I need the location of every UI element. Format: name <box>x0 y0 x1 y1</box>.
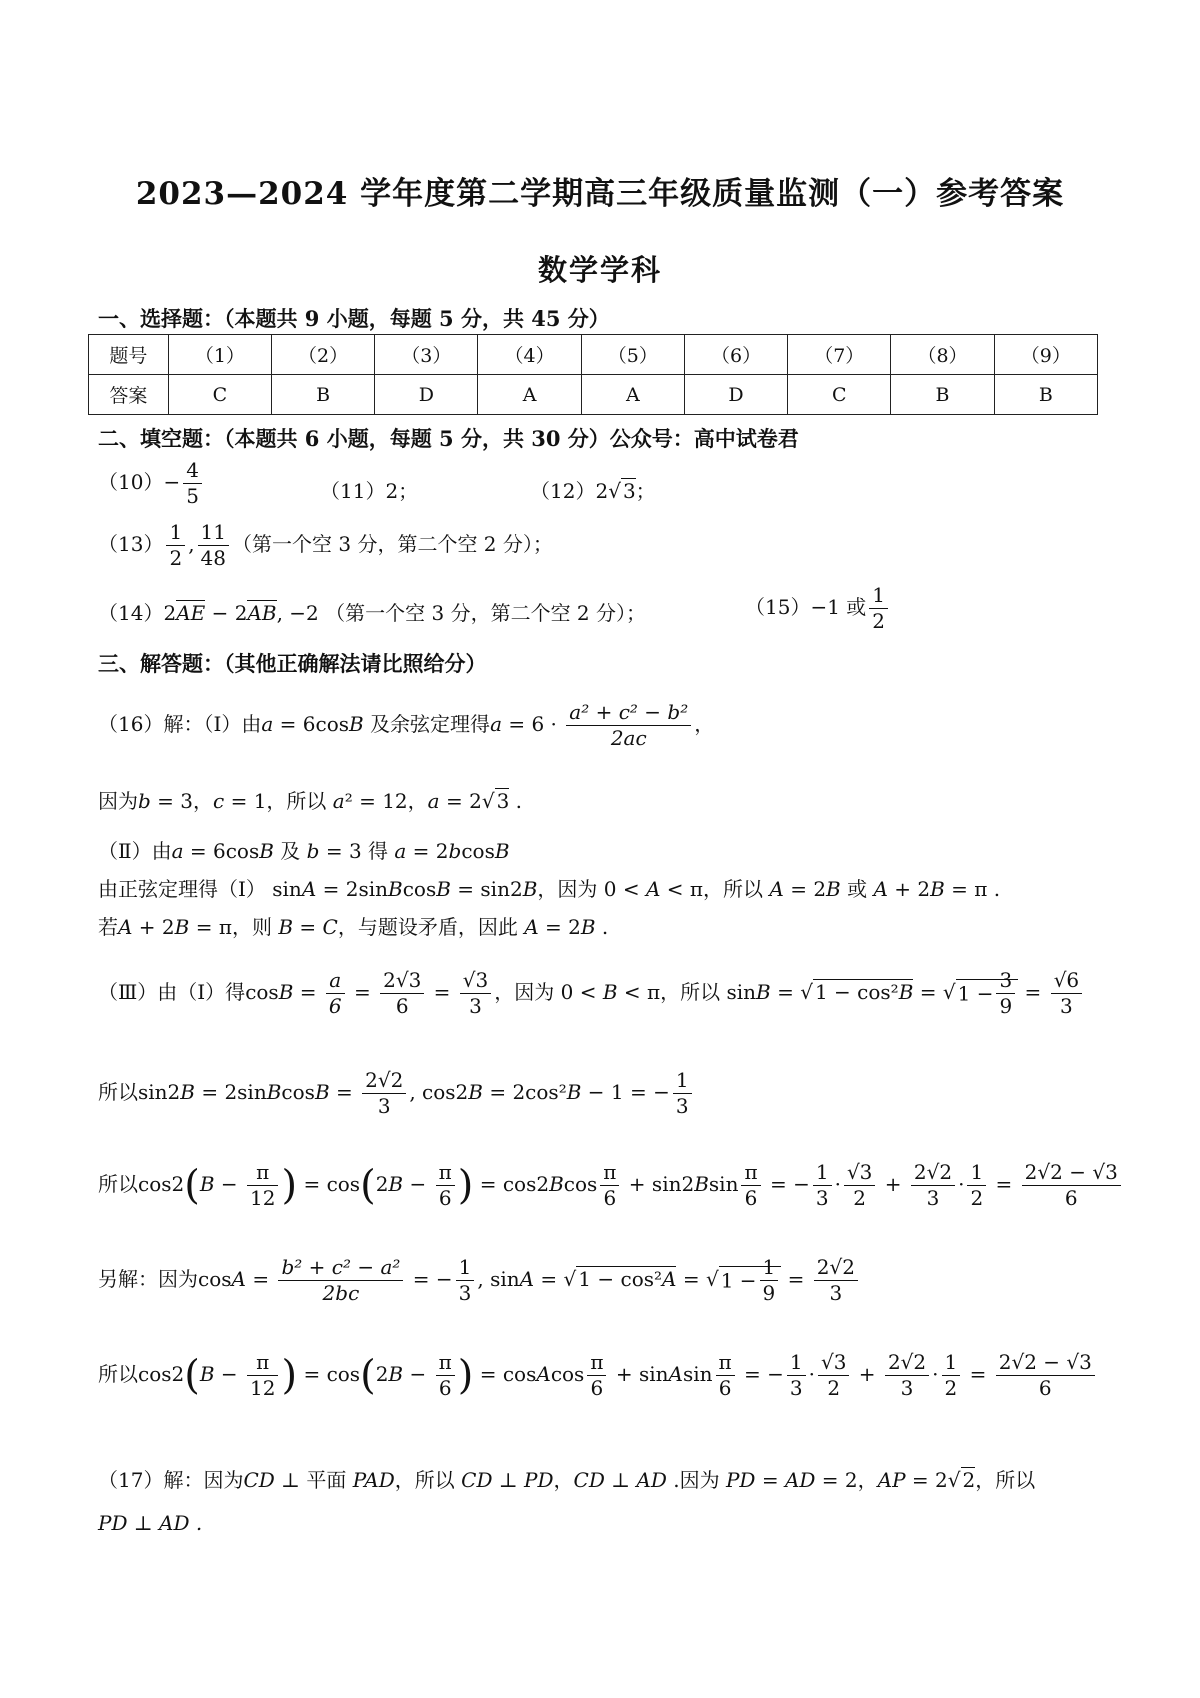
table-cell: B <box>891 375 994 415</box>
answer-11: （11）2； <box>320 479 419 503</box>
table-row <box>89 375 1098 415</box>
table-row <box>89 335 1098 375</box>
table-cell: A <box>478 375 581 415</box>
table-cell: C <box>168 375 271 415</box>
answer-13: （13） $\frac{1}{2}$ , $\frac{11}{48}$ （第一个空 3 分，第二个空 2 分）； <box>98 520 553 570</box>
answer-12: （12）2√ 3； <box>530 479 656 503</box>
q16-line-8: 所以cos2(B − $\frac{\pi}{12}$ ) = cos(2B − $\frac{\pi}{6}$ ) = cos2Bcos $\frac{\pi}{6}$ + sin2Bsin $\frac{\pi}{6}$ = − $\frac{1}{3}$ · $\frac{√3}{2}$ + $\frac{2√2}{3}$ · $\frac{1}{2}$ = $\frac{2√2 - √3}{6}$ <box>98 1160 1124 1211</box>
row-label: 题号 <box>89 335 169 375</box>
table-cell: C <box>788 375 891 415</box>
table-cell: （7） <box>788 335 891 375</box>
table-cell: （6） <box>684 335 787 375</box>
table-cell: （8） <box>891 335 994 375</box>
table-cell: B <box>994 375 1097 415</box>
table-cell: （4） <box>478 335 581 375</box>
q16-line-7: 所以sin2B = 2sinBcosB = $\frac{2√2}{3}$ , cos2B = 2cos²B − 1 = − $\frac{1}{3}$ <box>98 1068 695 1119</box>
section-choice-heading: 一、选择题：（本题共 9 小题，每题 5 分，共 45 分） <box>98 306 610 331</box>
table-cell: （9） <box>994 335 1097 375</box>
table-cell: （2） <box>271 335 374 375</box>
page-title: 2023—2024 学年度第二学期高三年级质量监测（一）参考答案 <box>135 176 1065 212</box>
table-cell: （5） <box>581 335 684 375</box>
answer-line-10-12: （10）− $\frac{4}{5}$ <box>98 458 205 509</box>
table-cell: D <box>375 375 478 415</box>
q17-line-2: PD ⊥ AD . <box>98 1511 203 1535</box>
section-fill-heading: 二、填空题：（本题共 6 小题，每题 5 分，共 30 分）公众号：高中试卷君 <box>98 426 799 451</box>
q16-line-2: 因为b = 3，c = 1，所以 a² = 12，a = 2√ 3 . <box>98 789 523 813</box>
q16-alt-line-1: 另解：因为cosA = $\frac{\text{b² + c² − a²}}{2bc}$ = − $\frac{1}{3}$ , sinA = √ 1 − cos²A = √ 1 − $\frac{1}{9}$ = $\frac{2√2}{3}$ <box>98 1255 861 1306</box>
q16-line-4: 由正弦定理得（Ⅰ） sinA = 2sinBcosB = sin2B，因为 0 < A < π，所以 A = 2B 或 A + 2B = π . <box>98 877 1001 901</box>
page-subtitle: 数学学科 <box>537 253 662 287</box>
table-cell: （3） <box>375 335 478 375</box>
table-cell: （1） <box>168 335 271 375</box>
q16-line-3: （Ⅱ）由a = 6cosB 及 b = 3 得 a = 2bcosB <box>98 839 510 863</box>
table-cell: B <box>271 375 374 415</box>
table-cell: D <box>684 375 787 415</box>
q17-line-1: （17）解：因为CD ⊥ 平面 PAD，所以 CD ⊥ PD，CD ⊥ AD .因为 PD = AD = 2，AP = 2√ 2，所以 <box>98 1468 1036 1492</box>
answer-table <box>88 334 1098 415</box>
section-solve-heading: 三、解答题：（其他正确解法请比照给分） <box>98 651 487 676</box>
q16-line-6: （Ⅲ）由（Ⅰ）得cosB = $\frac{a}{6}$ = $\frac{2√3}{6}$ = $\frac{√3}{3}$ ，因为 0 < B < π，所以 sinB = √ 1 − cos²B = √ 1 − $\frac{3}{9}$ = $\frac{√6}{3}$ <box>98 968 1085 1019</box>
q16-line-5: 若A + 2B = π，则 B = C，与题设矛盾，因此 A = 2B . <box>98 915 609 939</box>
answer-15: （15）−1 或 $\frac{1}{2}$ <box>745 583 891 634</box>
answer-14: （14）2AE − 2AB, −2 （第一个空 3 分，第二个空 2 分）； <box>98 601 647 625</box>
table-cell: A <box>581 375 684 415</box>
q16-line-1: （16）解：（Ⅰ）由a = 6cosB 及余弦定理得a = 6 · $\frac{\text{a² + c² − b²}}{2ac}$ ， <box>98 700 715 750</box>
q16-alt-line-2: 所以cos2(B − $\frac{\pi}{12}$ ) = cos(2B − $\frac{\pi}{6}$ ) = cosAcos $\frac{\pi}{6}$ + sinAsin $\frac{\pi}{6}$ = − $\frac{1}{3}$ · $\frac{√3}{2}$ + $\frac{2√2}{3}$ · $\frac{1}{2}$ = $\frac{2√2 - √3}{6}$ <box>98 1350 1098 1401</box>
row-label: 答案 <box>89 375 169 415</box>
